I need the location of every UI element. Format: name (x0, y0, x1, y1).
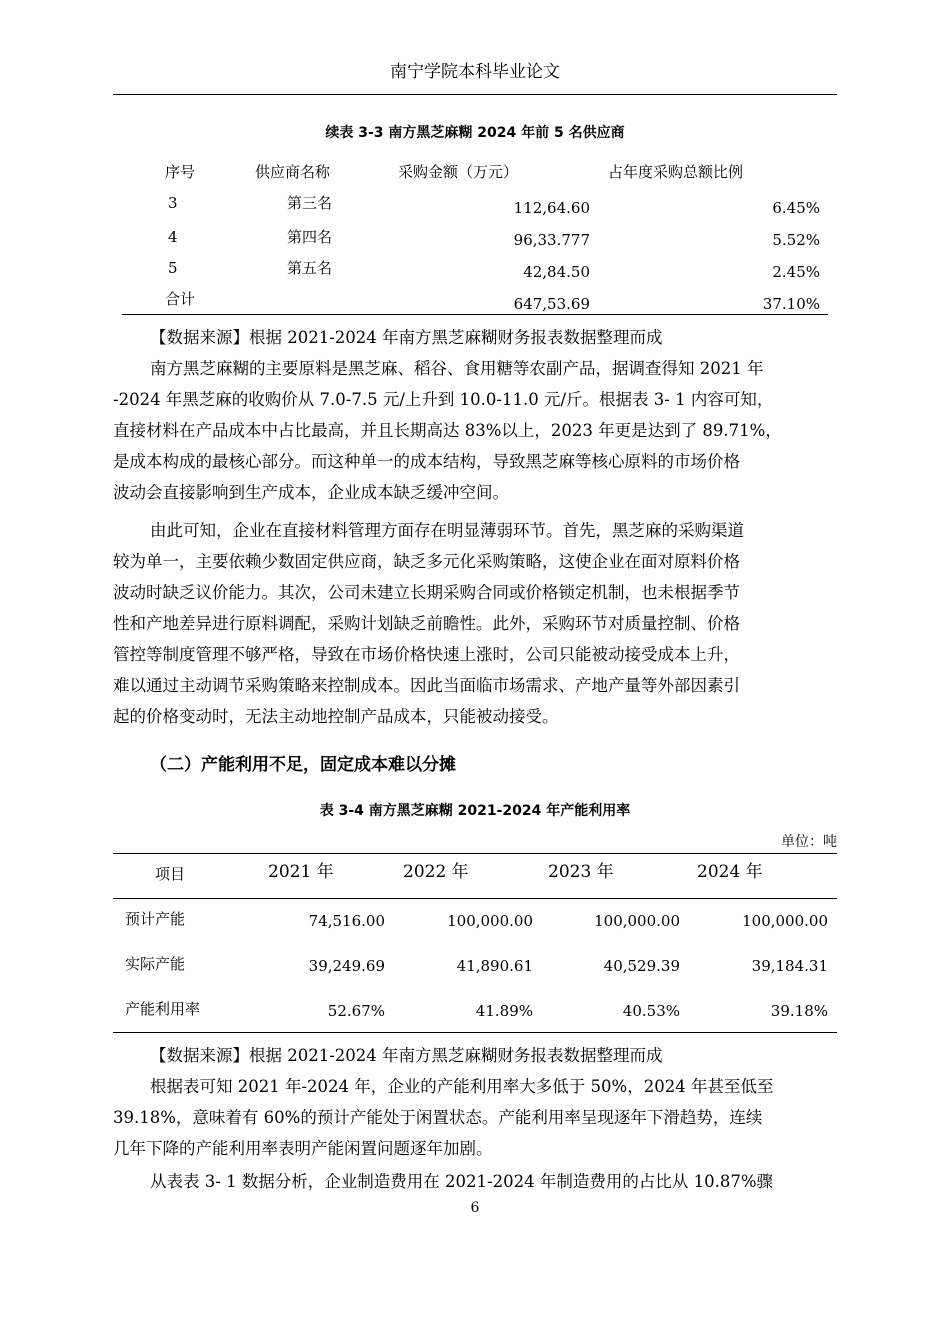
table-3-4-cell: 39.18% (770, 1002, 828, 1020)
table-3-4-header-item: 项目 (155, 865, 186, 883)
table-3-3-header-index: 序号 (165, 163, 196, 181)
paragraph-line: 由此可知，企业在直接材料管理方面存在明显薄弱环节。首先，黑芝麻的采购渠道 (150, 521, 744, 540)
data-source-note (113, 1040, 837, 1071)
table-3-4-cell: 产能利用率 (125, 1000, 201, 1018)
table-3-3-cell: 4 (168, 228, 178, 246)
table-3-4-cell: 40,529.39 (603, 957, 680, 975)
table-3-4-caption: 表 3-4 南方黑芝麻糊 2021-2024 年产能利用率 (319, 803, 631, 819)
table-3-3-cell: 37.10% (762, 295, 820, 313)
body-paragraph (113, 515, 837, 732)
section-subheading: （二）产能利用不足，固定成本难以分摊 (150, 755, 456, 775)
table-3-3-cell: 第五名 (287, 259, 333, 277)
body-paragraph (113, 353, 837, 508)
paragraph-line: 从表表 3- 1 数据分析，企业制造费用在 2021-2024 年制造费用的占比从 10.87%骤 (150, 1172, 774, 1191)
page-number: 6 (470, 1200, 480, 1216)
paragraph-line: 波动时缺乏议价能力。其次，公司未建立长期采购合同或价格锁定机制，也未根据季节 (113, 583, 740, 602)
table-3-3-cell: 3 (168, 194, 178, 212)
data-source-text: 【数据来源】根据 2021-2024 年南方黑芝麻糊财务报表数据整理而成 (150, 1046, 663, 1065)
table-3-4-header-2024: 2024 年 (697, 862, 763, 882)
paragraph-line: 难以通过主动调节采购策略来控制成本。因此当面临市场需求、产地产量等外部因素引 (113, 676, 740, 695)
paragraph-line: 波动会直接影响到生产成本，企业成本缺乏缓冲空间。 (113, 483, 509, 502)
table-3-4-unit: 单位：吨 (781, 834, 837, 850)
table-3-3-cell: 第四名 (287, 228, 333, 246)
body-paragraph (113, 1071, 837, 1164)
table-3-3-bottom-rule (122, 314, 828, 315)
table-3-3-cell: 5.52% (772, 231, 820, 249)
table-3-4-cell: 74,516.00 (308, 912, 385, 930)
table-3-3-header-supplier: 供应商名称 (255, 163, 331, 181)
table-3-4-cell: 100,000.00 (447, 912, 533, 930)
table-3-4-cell: 52.67% (327, 1002, 385, 1020)
table-3-4-cell: 39,249.69 (308, 957, 385, 975)
table-3-3-cell: 2.45% (772, 263, 820, 281)
table-3-4-cell: 40.53% (622, 1002, 680, 1020)
data-source-note (113, 322, 837, 353)
running-header: 南宁学院本科毕业论文 (390, 62, 560, 82)
paragraph-line: 直接材料在产品成本中占比最高，并且长期高达 83%以上，2023 年更是达到了 89.71%， (113, 421, 782, 440)
body-paragraph (113, 1166, 837, 1197)
table-3-3-cell: 96,33.777 (513, 231, 590, 249)
table-3-3-caption: 续表 3-3 南方黑芝麻糊 2024 年前 5 名供应商 (325, 125, 625, 141)
table-3-3-cell: 6.45% (772, 199, 820, 217)
table-3-3-header-amount: 采购金额（万元） (398, 163, 519, 181)
header-rule (113, 94, 837, 95)
table-3-4-cell: 100,000.00 (742, 912, 828, 930)
table-3-4-header-2022: 2022 年 (403, 862, 469, 882)
table-3-4-header-2023: 2023 年 (548, 862, 614, 882)
table-3-4-cell: 41.89% (475, 1002, 533, 1020)
table-3-3-cell: 42,84.50 (523, 263, 590, 281)
paragraph-line: 39.18%，意味着有 60%的预计产能处于闲置状态。产能利用率呈现逐年下滑趋势，连续 (113, 1108, 763, 1127)
paragraph-line: 南方黑芝麻糊的主要原料是黑芝麻、稻谷、食用糖等农副产品，据调查得知 2021 年 (150, 359, 764, 378)
table-3-4-bottom-rule (113, 1032, 837, 1033)
table-3-3-cell: 5 (168, 259, 178, 277)
table-3-3-cell: 第三名 (287, 194, 333, 212)
table-3-4-cell: 100,000.00 (594, 912, 680, 930)
paragraph-line: 起的价格变动时，无法主动地控制产品成本，只能被动接受。 (113, 707, 559, 726)
table-3-4-header-2021: 2021 年 (268, 862, 334, 882)
table-3-3-cell: 合计 (165, 290, 196, 308)
table-3-4-cell: 预计产能 (125, 910, 186, 928)
table-3-3-header-ratio: 占年度采购总额比例 (608, 163, 744, 181)
paragraph-line: 是成本构成的最核心部分。而这种单一的成本结构，导致黑芝麻等核心原料的市场价格 (113, 452, 740, 471)
table-3-4-cell: 41,890.61 (456, 957, 533, 975)
paragraph-line: 几年下降的产能利用率表明产能闲置问题逐年加剧。 (113, 1139, 493, 1158)
paragraph-line: 性和产地差异进行原料调配，采购计划缺乏前瞻性。此外，采购环节对质量控制、价格 (113, 614, 740, 633)
table-3-4-top-rule (113, 853, 837, 854)
table-3-3-cell: 647,53.69 (513, 295, 590, 313)
table-3-4-header-rule (113, 898, 837, 899)
paragraph-line: -2024 年黑芝麻的收购价从 7.0-7.5 元/上升到 10.0-11.0 元/斤。根据表 3- 1 内容可知， (113, 390, 774, 409)
table-3-3-cell: 112,64.60 (513, 199, 590, 217)
table-3-4-cell: 39,184.31 (751, 957, 828, 975)
paragraph-line: 较为单一，主要依赖少数固定供应商，缺乏多元化采购策略，这使企业在面对原料价格 (113, 552, 740, 571)
paragraph-line: 管控等制度管理不够严格，导致在市场价格快速上涨时，公司只能被动接受成本上升， (113, 645, 740, 664)
data-source-text: 【数据来源】根据 2021-2024 年南方黑芝麻糊财务报表数据整理而成 (150, 328, 663, 347)
paragraph-line: 根据表可知 2021 年-2024 年，企业的产能利用率大多低于 50%，2024 年甚至低至 (150, 1077, 774, 1096)
table-3-4-cell: 实际产能 (125, 955, 186, 973)
